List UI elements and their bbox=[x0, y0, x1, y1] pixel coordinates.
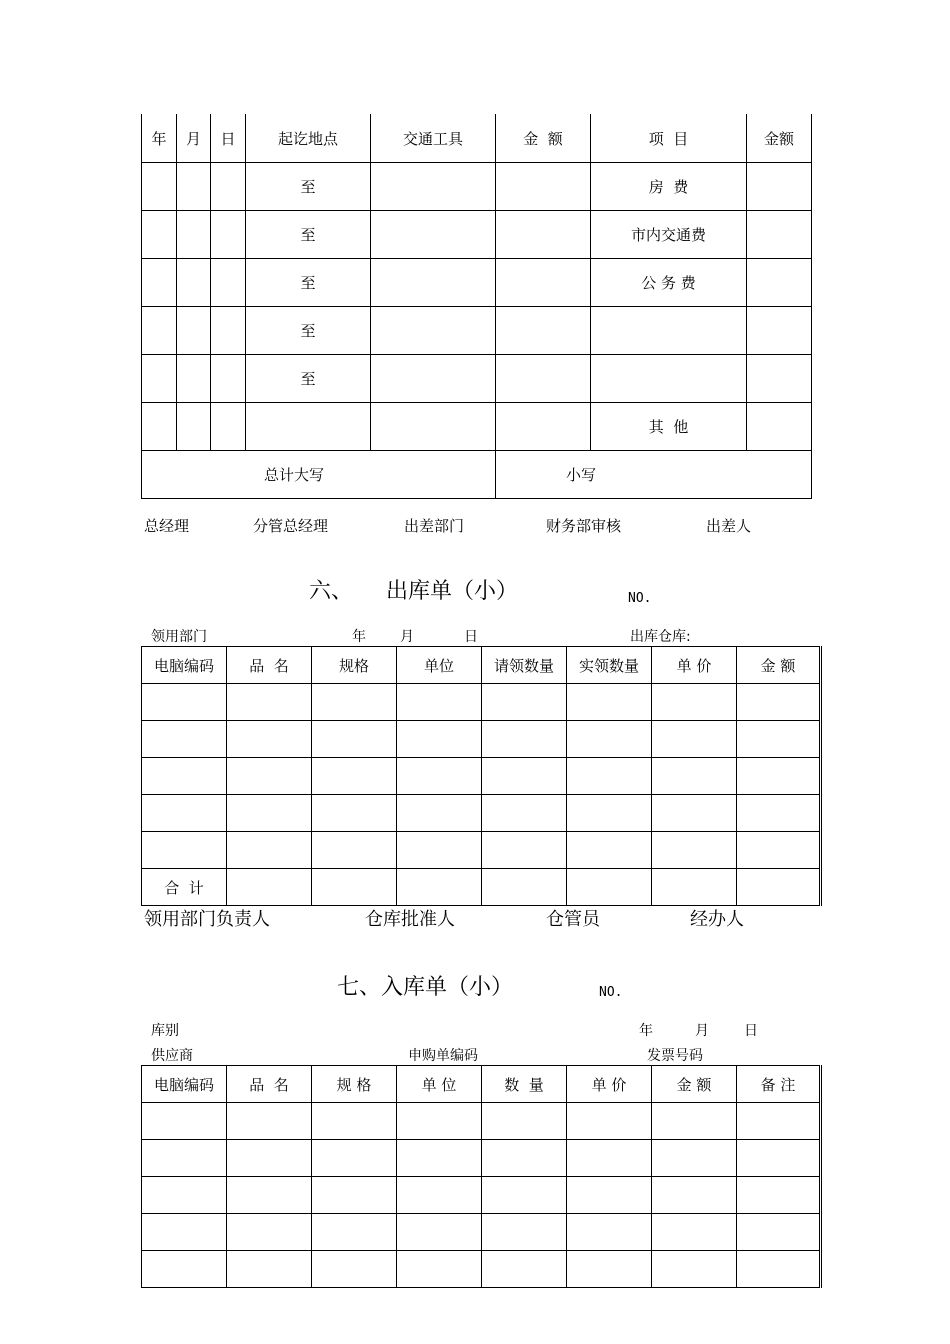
table-row bbox=[142, 163, 812, 211]
outbound-number: 六、 bbox=[309, 579, 354, 604]
table-header-row bbox=[142, 647, 821, 684]
table-row bbox=[142, 259, 812, 307]
route-to-label: 至 bbox=[246, 307, 371, 355]
outbound-day: 日 bbox=[464, 629, 478, 645]
header-amount: 金 额 bbox=[496, 114, 591, 163]
inbound-day: 日 bbox=[744, 1023, 758, 1039]
header-cell: 请领数量 bbox=[482, 647, 567, 684]
total-lower-label: 小写 bbox=[496, 451, 812, 499]
route-to-label: 至 bbox=[246, 211, 371, 259]
inbound-no-label: NO. bbox=[599, 985, 623, 1000]
outbound-warehouse-label: 出库仓库: bbox=[630, 629, 691, 645]
header-cell: 规格 bbox=[312, 647, 397, 684]
table-row bbox=[142, 795, 821, 832]
sig-warehouse-approver: 仓库批准人 bbox=[365, 909, 455, 930]
table-row bbox=[142, 1177, 821, 1214]
sig-keeper: 仓管员 bbox=[546, 909, 600, 930]
table-row bbox=[142, 1214, 821, 1251]
total-upper-label: 总计大写 bbox=[142, 451, 496, 499]
header-item: 项 目 bbox=[591, 114, 747, 163]
table-row bbox=[142, 758, 821, 795]
table-header-row bbox=[142, 1066, 821, 1103]
header-cell: 品 名 bbox=[227, 1066, 312, 1103]
inbound-store-label: 库别 bbox=[151, 1023, 179, 1039]
outbound-no-label: NO. bbox=[628, 591, 652, 606]
table-row bbox=[142, 1251, 821, 1288]
sig-handler: 经办人 bbox=[690, 909, 744, 930]
travel-expense-table bbox=[141, 114, 812, 499]
header-cell: 单 位 bbox=[397, 1066, 482, 1103]
route-to-label: 至 bbox=[246, 163, 371, 211]
outbound-month: 月 bbox=[400, 629, 414, 645]
table-row bbox=[142, 684, 821, 721]
sig-traveler: 出差人 bbox=[706, 517, 752, 535]
header-cell: 金 额 bbox=[737, 647, 821, 684]
sig-general-manager: 总经理 bbox=[144, 517, 190, 535]
header-month: 月 bbox=[177, 114, 211, 163]
header-cell: 单 价 bbox=[652, 647, 737, 684]
header-cell: 单 价 bbox=[567, 1066, 652, 1103]
table-row bbox=[142, 721, 821, 758]
sig-deputy-gm: 分管总经理 bbox=[253, 517, 329, 535]
route-to-label: 至 bbox=[246, 259, 371, 307]
table-row bbox=[142, 307, 812, 355]
header-cell: 电脑编码 bbox=[142, 1066, 227, 1103]
item-label: 房 费 bbox=[591, 163, 747, 211]
header-route: 起讫地点 bbox=[246, 114, 371, 163]
sig-travel-dept: 出差部门 bbox=[404, 517, 465, 535]
item-label: 市内交通费 bbox=[591, 211, 747, 259]
table-row bbox=[142, 211, 812, 259]
header-cell: 电脑编码 bbox=[142, 647, 227, 684]
header-cell: 数 量 bbox=[482, 1066, 567, 1103]
total-row bbox=[142, 869, 821, 906]
item-label bbox=[591, 307, 747, 355]
outbound-dept-label: 领用部门 bbox=[151, 629, 207, 645]
table-row bbox=[142, 355, 812, 403]
table-row bbox=[142, 1103, 821, 1140]
header-transport: 交通工具 bbox=[371, 114, 496, 163]
inbound-invoice-label: 发票号码 bbox=[647, 1048, 703, 1064]
outbound-table bbox=[141, 646, 822, 906]
table-header-row bbox=[142, 114, 812, 163]
item-label: 公 务 费 bbox=[591, 259, 747, 307]
inbound-table bbox=[141, 1065, 822, 1288]
inbound-year: 年 bbox=[639, 1023, 653, 1039]
inbound-supplier-label: 供应商 bbox=[151, 1048, 193, 1064]
header-day: 日 bbox=[211, 114, 246, 163]
outbound-year: 年 bbox=[352, 629, 366, 645]
header-cell: 备 注 bbox=[737, 1066, 821, 1103]
table-row bbox=[142, 403, 812, 451]
header-year: 年 bbox=[142, 114, 177, 163]
table-row bbox=[142, 832, 821, 869]
sig-dept-head: 领用部门负责人 bbox=[144, 909, 270, 930]
inbound-title: 七、入库单（小） bbox=[337, 975, 514, 1000]
total-row bbox=[142, 451, 812, 499]
header-cell: 实领数量 bbox=[567, 647, 652, 684]
header-cell: 金 额 bbox=[652, 1066, 737, 1103]
header-cell: 单位 bbox=[397, 647, 482, 684]
inbound-purchase-label: 申购单编码 bbox=[408, 1048, 478, 1064]
item-label: 其 他 bbox=[591, 403, 747, 451]
outbound-title: 出库单（小） bbox=[386, 579, 519, 604]
header-item-amount: 金额 bbox=[747, 114, 812, 163]
inbound-month: 月 bbox=[695, 1023, 709, 1039]
sig-finance-review: 财务部审核 bbox=[546, 517, 622, 535]
header-cell: 规 格 bbox=[312, 1066, 397, 1103]
table-row bbox=[142, 1140, 821, 1177]
route-to-label: 至 bbox=[246, 355, 371, 403]
total-label: 合 计 bbox=[142, 869, 227, 906]
header-cell: 品 名 bbox=[227, 647, 312, 684]
item-label bbox=[591, 355, 747, 403]
